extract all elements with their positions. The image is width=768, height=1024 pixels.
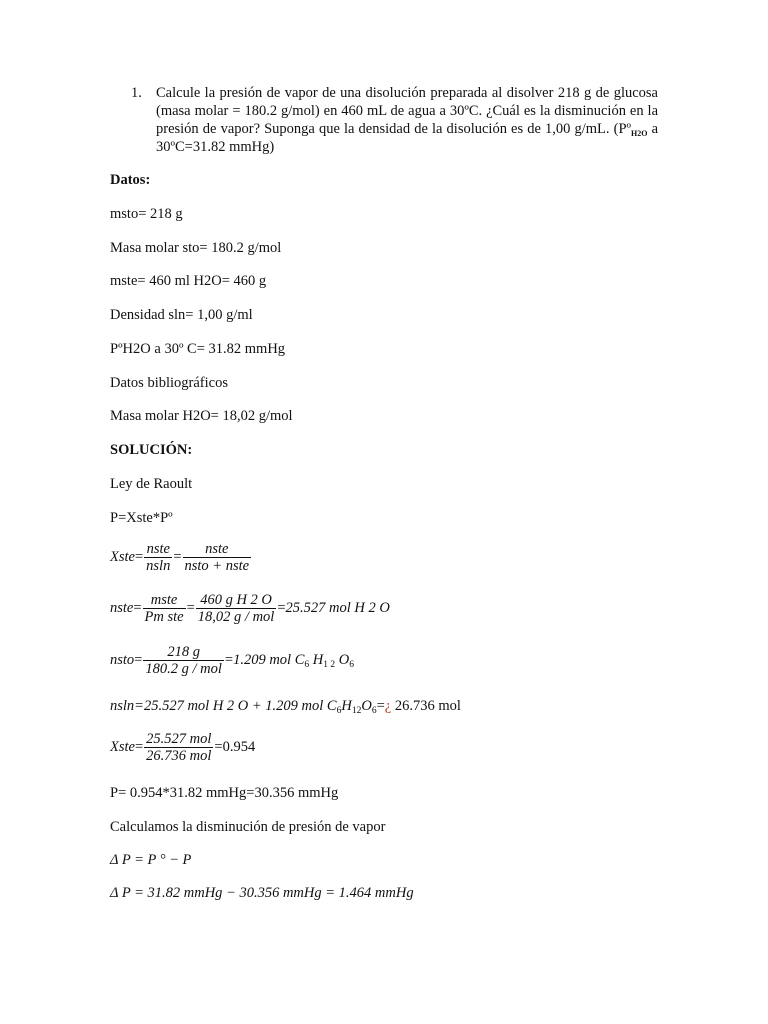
- problem-number: 1.: [131, 85, 142, 101]
- unknown-glyph: ¿: [384, 698, 392, 714]
- pressure-result: P= 0.954*31.82 mmHg=30.356 mmHg: [110, 785, 339, 801]
- datos-item: PºH2O a 30º C= 31.82 mmHg: [110, 341, 286, 357]
- law-name: Ley de Raoult: [110, 476, 193, 492]
- equation-delta-result: Δ P = 31.82 mmHg − 30.356 mmHg = 1.464 mmHg: [110, 885, 414, 901]
- datos-heading: Datos:: [110, 172, 151, 188]
- equation-nsln: nsln=25.527 mol H 2 O + 1.209 mol $C_6H_{12}O_6=¿$ 26.736 mol: [110, 698, 461, 716]
- raoult-formula: P=Xste*Pº: [110, 510, 173, 526]
- solucion-heading: SOLUCIÓN:: [110, 442, 193, 458]
- equation-xste-definition: Xste= $\frac{\text{nste}}{nsln}$ = $\frac{\text{nste}}{\text{nsto + nste}}$: [110, 541, 250, 574]
- equation-xste-result: Xste= $\frac{\text{25.527 mol}}{\text{26.736 mol}}$ =0.954: [110, 731, 256, 764]
- datos-item: mste= 460 ml H2O= 460 g: [110, 273, 267, 289]
- datos-item: Masa molar sto= 180.2 g/mol: [110, 240, 282, 256]
- problem-text: Calcule la presión de vapor de una disolución preparada al disolver 218 g de glucosa (masa molar = 180.2 g/mol) en 460 mL de agua a 30ºC. ¿Cuál es la disminución en la presión de vapor? Suponga que la densidad de la disolución es de 1,00 g/mL. (Pº$_{H2O}$ a 30ºC=31.82 mmHg): [156, 85, 659, 155]
- problem-statement: [131, 84, 658, 156]
- datos-item: msto= 218 g: [110, 206, 183, 222]
- decrease-label: Calculamos la disminución de presión de vapor: [110, 819, 386, 835]
- equation-delta-definition: Δ P = P ° − P: [110, 852, 192, 868]
- datos-item: Masa molar H2O= 18,02 g/mol: [110, 408, 293, 424]
- datos-item: Densidad sln= 1,00 g/ml: [110, 307, 253, 323]
- datos-item: Datos bibliográficos: [110, 375, 228, 391]
- equation-nste: nste= $\frac{\text{mste}}{\text{Pm ste}}$ = $\frac{\text{460 g H 2 O}}{\text{18,02 g / mol}}$ =25.527 mol H 2 O: [110, 592, 390, 625]
- equation-nsto: nsto= $\frac{218 g}{\text{180.2 g / mol}}$ =1.209 mol $C_6$ $H_{1 2}$ $O_6$: [110, 644, 354, 677]
